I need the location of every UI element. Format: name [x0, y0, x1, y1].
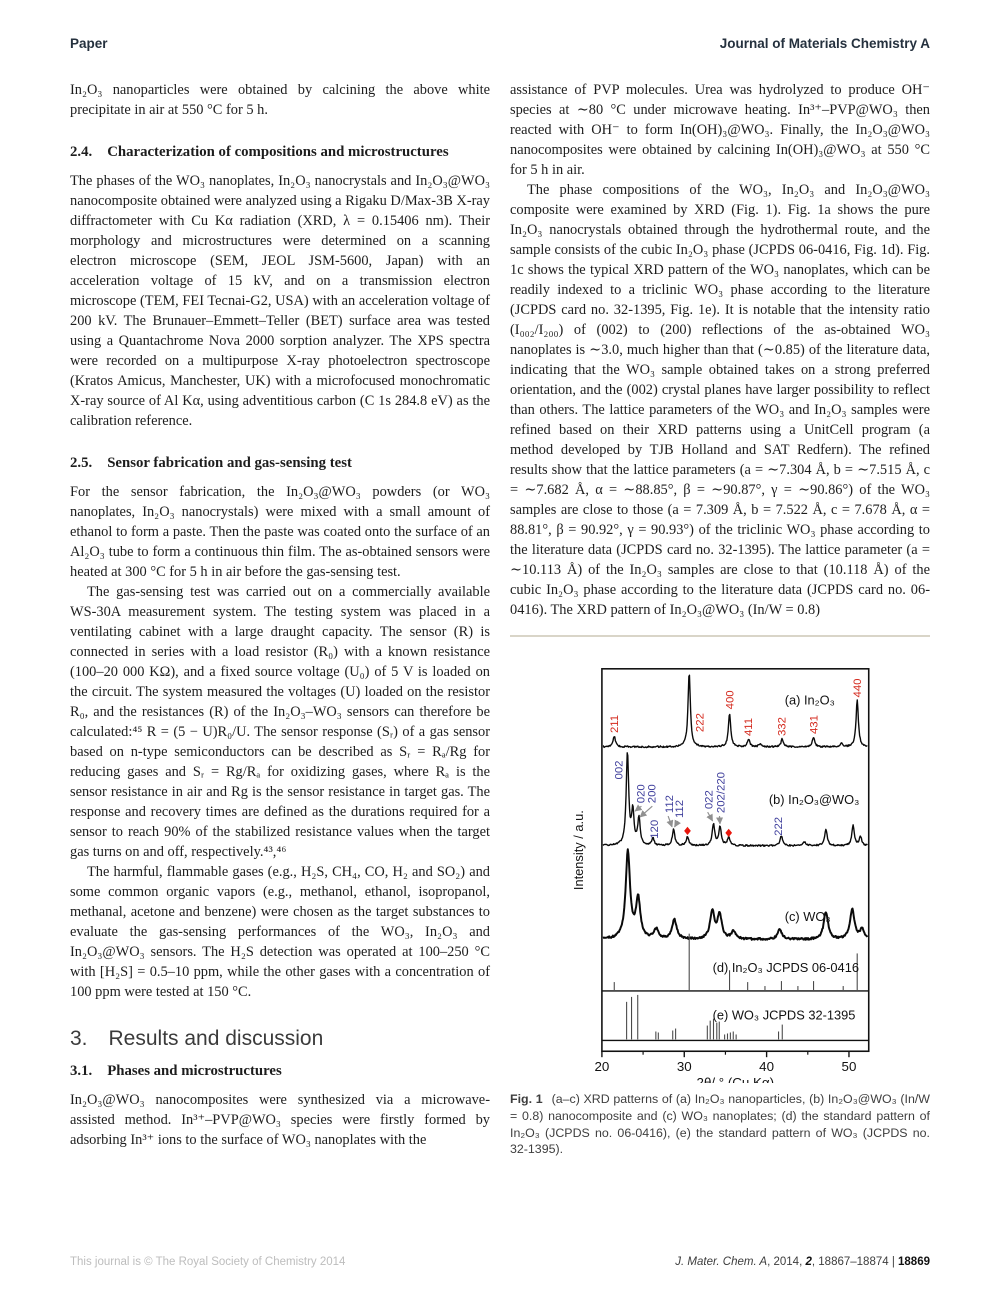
page-footer	[70, 1256, 930, 1268]
header-article-type: Paper	[70, 36, 108, 51]
svg-text:(a) In₂O₃: (a) In₂O₃	[784, 692, 835, 708]
citation-journal: J. Mater. Chem. A	[675, 1256, 768, 1268]
header-journal-title: Journal of Materials Chemistry A	[719, 36, 930, 51]
section-heading-3-1	[70, 1061, 490, 1081]
svg-text:30: 30	[676, 1059, 692, 1075]
svg-text:120: 120	[649, 819, 662, 839]
svg-text:202/220: 202/220	[715, 772, 728, 814]
svg-text:(d) In₂O₃ JCPDS 06-0416: (d) In₂O₃ JCPDS 06-0416	[712, 960, 859, 976]
section-number: 2.4.	[70, 144, 93, 160]
svg-text:020: 020	[635, 784, 648, 804]
section-title: Phases and microstructures	[107, 1063, 282, 1079]
svg-text:222: 222	[772, 816, 785, 836]
svg-text:112: 112	[664, 794, 677, 814]
citation-page-number: 18869	[898, 1256, 930, 1268]
svg-text:112: 112	[673, 799, 686, 819]
two-column-body	[70, 80, 930, 1158]
figure-caption-text: (a–c) XRD patterns of (a) In₂O₃ nanoparticles, (b) In₂O₃@WO₃ (In/W = 0.8) nanocomposite and (c) WO₃ nanoplates; (d) the standard pattern of In₂O₃ (JCPDS no. 06-0416), (e) the standard pattern of WO₃ (JCPDS no. 32-1395).	[510, 1092, 930, 1157]
right-column	[510, 80, 930, 1158]
figure-caption-label: Fig. 1	[510, 1092, 543, 1106]
paragraph-intro: In₂O₃ nanoparticles were obtained by calcining the above white precipitate in air at 550 °C for 5 h.	[70, 82, 490, 118]
section-title: Sensor fabrication and gas-sensing test	[107, 455, 352, 471]
svg-text:440: 440	[851, 678, 864, 698]
svg-text:(c) WO₃: (c) WO₃	[784, 908, 831, 924]
footer-citation	[675, 1256, 930, 1268]
figure-divider-rule	[510, 635, 930, 637]
paragraph-continuation: assistance of PVP molecules. Urea was hydrolyzed to produce OH⁻ species at ∼80 °C under microwave heating. In³⁺–PVP@WO₃ then reacted with OH⁻ to form In(OH)₃@WO₃. Finally, the In₂O₃@WO₃ nanocomposites were obtained by calcining In(OH)₃@WO₃ at 550 °C for 5 h in air.	[510, 82, 930, 178]
svg-text:200: 200	[646, 784, 659, 804]
left-column	[70, 80, 490, 1158]
svg-text:332: 332	[776, 717, 789, 737]
section-title: Characterization of compositions and microstructures	[107, 144, 449, 160]
svg-text:(e) WO₃ JCPDS 32-1395: (e) WO₃ JCPDS 32-1395	[712, 1007, 856, 1023]
svg-text:2θ/ ° (Cu Kα): 2θ/ ° (Cu Kα)	[696, 1074, 775, 1083]
svg-text:431: 431	[808, 715, 821, 735]
svg-text:(b) In₂O₃@WO₃: (b) In₂O₃@WO₃	[768, 792, 860, 808]
svg-text:222: 222	[694, 713, 707, 733]
svg-text:411: 411	[743, 717, 756, 737]
section-heading-2-5	[70, 453, 490, 473]
paragraph-gas-sensing-test: The gas-sensing test was carried out on a commercially available WS-30A measurement system. The testing system was placed in a ventilating cabinet with a large draught capacity. The sensor (R) is connected in series with a load resistor (R₀) with a known resistance (100–20 000 KΩ), and a fixed source voltage (U₀) of 5 V is loaded on the circuit. The system measured the voltages (U) loaded on the resistor R₀, and the resistances (R) of the In₂O₃–WO₃ sensors can therefore be calculated:⁴⁵ R = (5 − U)R₀/U. The sensor response (Sᵣ) of a gas sensor based on n-type semiconductors can be described as Sᵣ = Rₐ/Rg for reducing gases and Sᵣ = Rg/Rₐ for oxidizing gases, where Rₐ is the sensor resistance in air and Rg is the sensor resistance in target gas. The response and recovery times are defined as the durations required for a sensor to reach 90% of the stabilized resistance values when the target gas turns on and off, respectively.⁴³,⁴⁶	[70, 584, 490, 860]
svg-text:Intensity / a.u.: Intensity / a.u.	[571, 810, 587, 891]
section-heading-3	[70, 1029, 490, 1049]
svg-text:400: 400	[724, 690, 737, 710]
section-number: 3.1.	[70, 1063, 93, 1079]
svg-text:20: 20	[594, 1059, 610, 1075]
paragraph-target-gases: The harmful, flammable gases (e.g., H₂S, CH₄, CO, H₂ and SO₂) and some common organic vapors (e.g., methanol, ethanol, isopropanol, methanal, acetone and benzene) were chosen as the target substances to evaluate the gas-sensing performances of the WO₃, In₂O₃ and In₂O₃@WO₃ sensors. The H₂S detection was operated at 100–250 °C with [H₂S] = 0.5–10 ppm, while the other gases with a concentration of 100 ppm were tested at 150 °C.	[70, 864, 490, 1000]
svg-text:50: 50	[841, 1059, 857, 1075]
paragraph-phase-compositions: The phase compositions of the WO₃, In₂O₃ and In₂O₃@WO₃ composite were examined by XRD (Fig. 1). Fig. 1a shows the pure In₂O₃ nanocrystals obtained through the hydrothermal route, and the sample consists of the cubic In₂O₃ phase (JCPDS 06-0416, Fig. 1d). Fig. 1c shows the typical XRD pattern of the WO₃ nanoplates, which can be readily indexed to a triclinic WO₃ phase according to the literature (JCPDS card no. 32-1395, Fig. 1e). It is notable that the intensity ratio (I₀₀₂/I₂₀₀) of (002) to (200) reflections of the as-obtained WO₃ nanoplates is ∼3.0, much higher than that (∼0.85) of the literature data, indicating that the WO₃ sample obtained takes on a strong preferred orientation, and the (002) crystal planes have larger possibility to reflect than others. The lattice parameters of the WO₃ and In₂O₃ samples were refined based on their XRD patterns using a UnitCell program (a method developed by TJB Holland and SAT Redfern). The refined results show that the lattice parameters (a = ∼7.304 Å, b = ∼7.515 Å, c = ∼7.682 Å, α = ∼88.85°, β = ∼90.87°, γ = ∼90.86°) of the WO₃ samples are close to those (a = 7.309 Å, b = 7.522 Å, c = 7.678 Å, α = 88.81°, β = 90.92°, γ = 90.93°) of the triclinic WO₃ phase according to the literature data (JCPDS card no. 32-1395). The lattice parameter (a = ∼10.113 Å) of the In₂O₃ samples are close to that (10.118 Å) of the cubic In₂O₃ phase according to the literature data (JCPDS card no. 06-0416). The XRD pattern of In₂O₃@WO₃ (In/W = 0.8)	[510, 182, 930, 618]
section-number: 2.5.	[70, 455, 93, 471]
figure-caption	[510, 1091, 930, 1158]
svg-text:40: 40	[759, 1059, 775, 1075]
svg-text:022: 022	[703, 790, 716, 810]
svg-text:002: 002	[613, 760, 626, 780]
citation-volume: 2	[805, 1256, 812, 1268]
section-title: Results and discussion	[108, 1027, 324, 1050]
section-heading-2-4	[70, 142, 490, 162]
paragraph-synthesis: In₂O₃@WO₃ nanocomposites were synthesized via a microwave-assisted method. In³⁺–PVP@WO₃ species were firstly formed by adsorbing In³⁺ ions to the surface of WO₃ nanoplates with the	[70, 1092, 490, 1148]
citation-pages: , 18867–18874 |	[811, 1256, 899, 1268]
paragraph-characterization: The phases of the WO₃ nanoplates, In₂O₃ nanocrystals and In₂O₃@WO₃ nanocomposite obtained were analyzed using a Rigaku D/Max-3B X-ray diffractometer with Cu Kα radiation (XRD, λ = 0.15406 nm). Their morphology and microstructures were determined on a scanning electron microscope (SEM, JEOL JSM-5600, Japan) with an acceleration voltage of 15 kV, and on a transmission electron microscope (TEM, FEI Tecnai-G2, USA) with an acceleration voltage of 200 kV. The Brunauer–Emmett–Teller (BET) surface area was tested using a Quantachrome Nova 2000 sorption analyzer. The XPS spectra were recorded on a multipurpose X-ray photoelectron spectroscope (Kratos Amicus, Manchester, UK) with a microfocused monochromatic X-ray source of Al Kα, using adventitious carbon (C 1s 284.8 eV) as the calibration reference.	[70, 173, 490, 429]
section-number: 3.	[70, 1027, 88, 1050]
citation-middle: , 2014,	[767, 1256, 806, 1268]
figure-1	[510, 635, 930, 1158]
paragraph-sensor-fabrication: For the sensor fabrication, the In₂O₃@WO₃ powders (or WO₃ nanoplates, In₂O₃ nanocrystals) were mixed with a small amount of ethanol to form a paste. Then the paste was coated onto the surface of an Al₂O₃ tube to form a continuous thin film. The as-obtained sensors were heated at 300 °C for 5 h in air before the gas-sensing test.	[70, 484, 490, 580]
svg-text:211: 211	[609, 714, 622, 734]
xrd-plot	[510, 643, 930, 1083]
page-header	[70, 36, 930, 51]
footer-copyright: This journal is © The Royal Society of Chemistry 2014	[70, 1256, 346, 1268]
